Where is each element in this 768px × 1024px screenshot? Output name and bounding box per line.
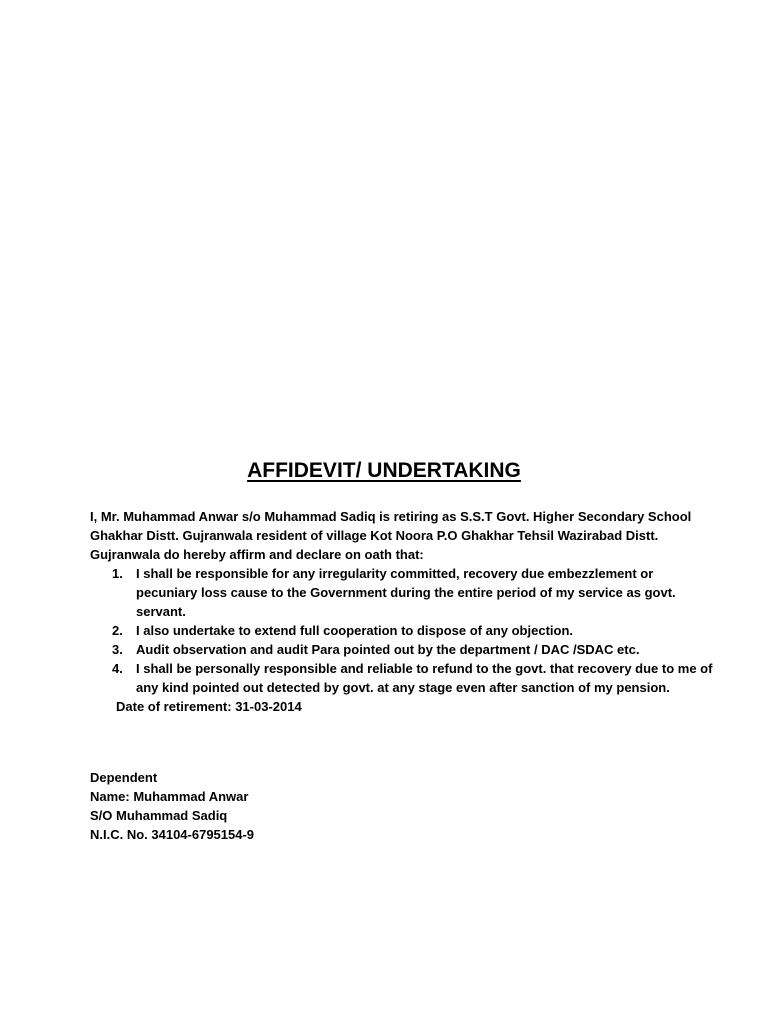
retirement-date: Date of retirement: 31-03-2014	[116, 699, 302, 714]
declaration-text: Audit observation and audit Para pointed out by the department / DAC /SDAC etc.	[136, 642, 640, 657]
declaration-number: 4.	[112, 661, 123, 676]
declarations-list	[90, 564, 715, 697]
declaration-item	[90, 564, 715, 621]
declaration-text: I shall be responsible for any irregularity committed, recovery due embezzlement or pecuniary loss cause to the Government during the entire period of my service as govt. servant.	[136, 566, 676, 619]
declaration-item	[90, 621, 715, 640]
dependent-name: Name: Muhammad Anwar	[90, 789, 249, 804]
dependent-heading: Dependent	[90, 770, 158, 785]
declaration-number: 2.	[112, 623, 123, 638]
dependent-parent: S/O Muhammad Sadiq	[90, 808, 228, 823]
declaration-item	[90, 659, 715, 697]
declaration-text: I shall be personally responsible and reliable to refund to the govt. that recovery due to me of any kind pointed out detected by govt. at any stage even after sanction of my pension.	[136, 661, 713, 695]
document-title: AFFIDEVIT/ UNDERTAKING	[247, 459, 521, 482]
dependent-block	[90, 768, 254, 844]
intro-paragraph: I, Mr. Muhammad Anwar s/o Muhammad Sadiq is retiring as S.S.T Govt. Higher Secondary School Ghakhar Distt. Gujranwala resident of village Kot Noora P.O Ghakhar Tehsil Wazirabad Distt. Gujranwala do hereby affirm and declare on oath that:	[90, 509, 692, 562]
declaration-item	[90, 640, 715, 659]
declaration-number: 3.	[112, 642, 123, 657]
affidavit-body	[90, 507, 715, 716]
dependent-nic: N.I.C. No. 34104-6795154-9	[90, 827, 255, 842]
declaration-text: I also undertake to extend full cooperation to dispose of any objection.	[136, 623, 573, 638]
declaration-number: 1.	[112, 566, 123, 581]
